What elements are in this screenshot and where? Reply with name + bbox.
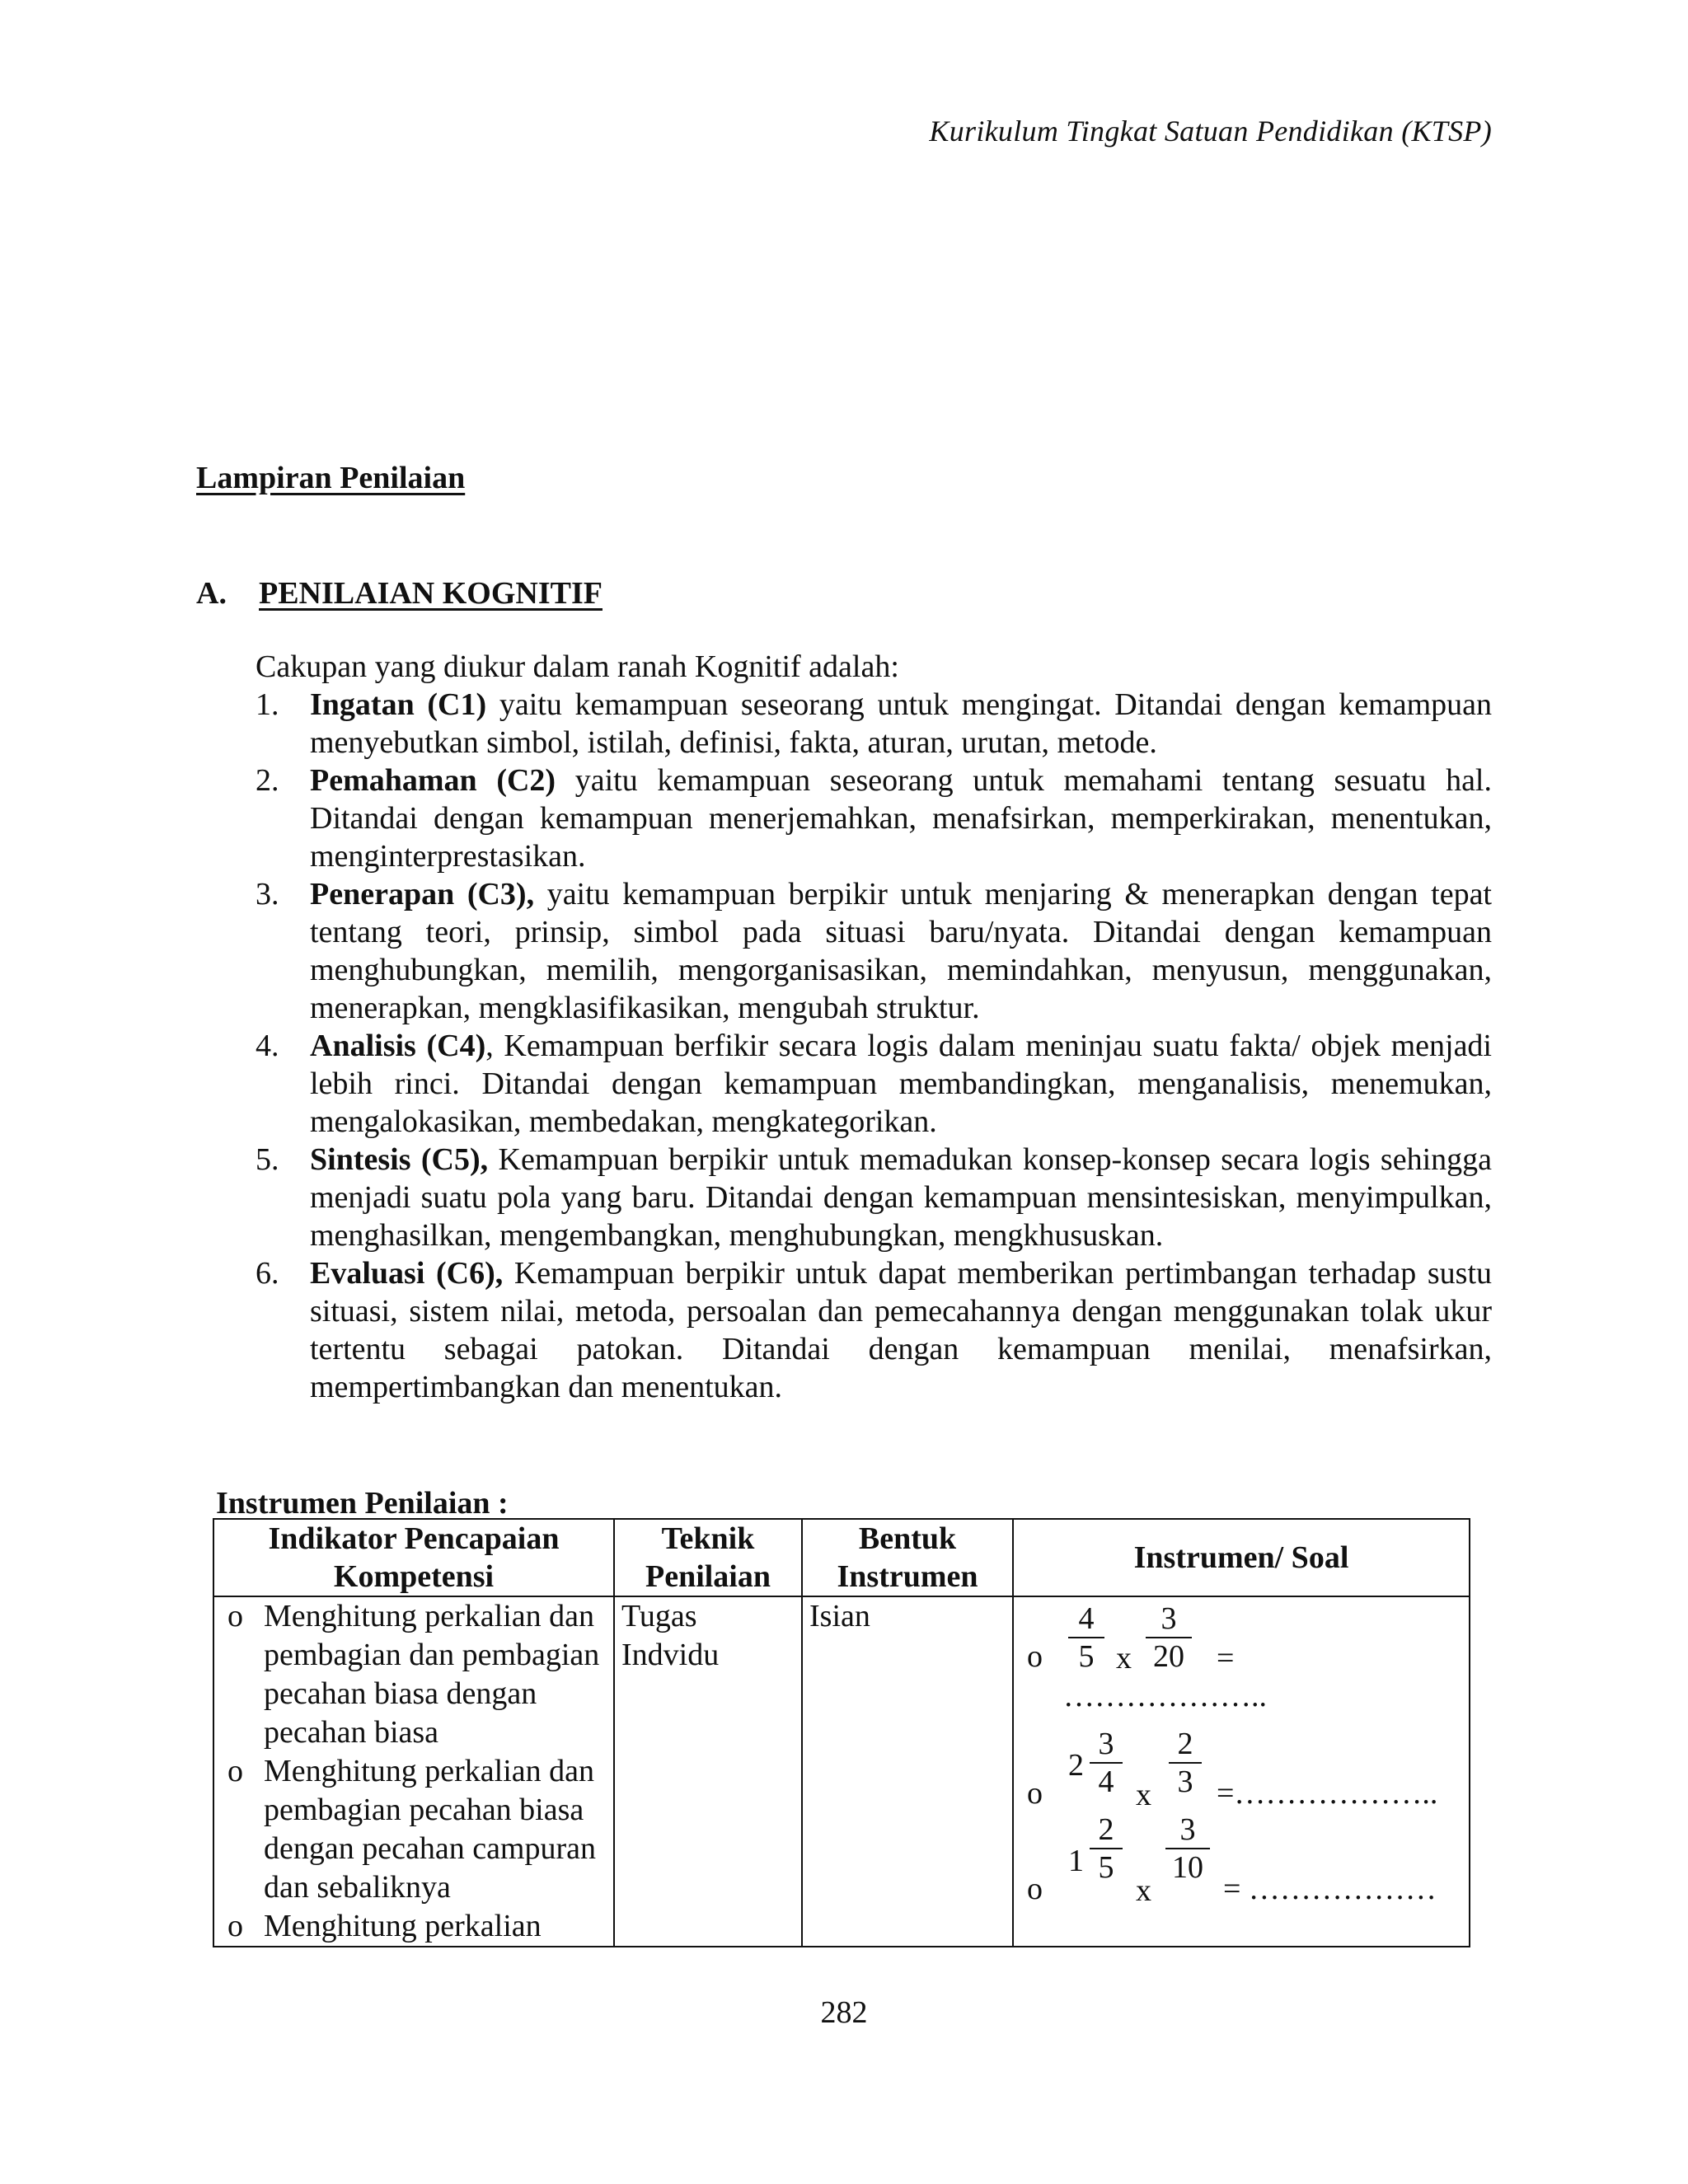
instrumen-table bbox=[213, 1518, 1470, 1947]
page-title: Lampiran Penilaian bbox=[196, 461, 466, 495]
fraction-q1-b: 3 20 bbox=[1146, 1602, 1192, 1673]
whole-number: 1 bbox=[1068, 1844, 1084, 1878]
whole-number: 2 bbox=[1068, 1748, 1084, 1783]
list-item bbox=[256, 1027, 1492, 1141]
fraction-q1-a: 4 5 bbox=[1068, 1602, 1104, 1673]
fraction-q2-a: 3 4 bbox=[1090, 1727, 1123, 1798]
item-text: Kemampuan berpikir untuk dapat memberikan pertimbangan terhadap sustu situasi, sistem nilai, metoda, persoalan dan pemecahannya dengan menggunakan tolak ukur tertentu sebagai patokan. Ditandai dengan kemampuan menilai, menafsirkan, mempertimbangkan dan menentukan. bbox=[310, 1256, 1493, 1404]
section-title: PENILAIAN KOGNITIF bbox=[259, 576, 603, 611]
item-term: Penerapan (C3), bbox=[310, 877, 535, 912]
indikator-item: o Menghitung perkalian dan pembagian pecahan biasa dengan pecahan campuran dan sebaliknya bbox=[227, 1752, 613, 1907]
list-item bbox=[256, 686, 1492, 762]
item-number: 4. bbox=[256, 1029, 279, 1063]
item-number: 6. bbox=[256, 1256, 279, 1291]
running-header: Kurikulum Tingkat Satuan Pendidikan (KTSP) bbox=[929, 115, 1492, 148]
kognitif-body bbox=[256, 648, 1492, 1406]
fraction-q3-b: 3 10 bbox=[1165, 1813, 1210, 1884]
list-item bbox=[256, 1254, 1492, 1406]
item-term: Sintesis (C5), bbox=[310, 1142, 489, 1177]
times-sign: x bbox=[1136, 1873, 1151, 1908]
item-text: , Kemampuan berfikir secara logis dalam meninjau suatu fakta/ objek menjadi lebih rinci. Ditandai dengan kemampuan membandingkan, menganalisis, menemukan, mengalokasikan, membedakan, mengkategorikan. bbox=[310, 1029, 1492, 1139]
cell-bentuk: Isian bbox=[802, 1596, 1013, 1947]
table-header-row bbox=[213, 1519, 1470, 1596]
cell-soal bbox=[1013, 1596, 1470, 1947]
instrumen-title: Instrumen Penilaian : bbox=[216, 1486, 509, 1521]
kognitif-list bbox=[256, 686, 1492, 1406]
answer-blank: = ……………… bbox=[1223, 1872, 1437, 1906]
soal-bullet: o bbox=[1027, 1776, 1043, 1811]
soal-bullet: o bbox=[1027, 1872, 1043, 1906]
cell-indikator bbox=[213, 1596, 614, 1947]
indikator-item: o Menghitung perkalian bbox=[227, 1907, 613, 1946]
item-number: 2. bbox=[256, 763, 279, 798]
header-teknik: Teknik Penilaian bbox=[614, 1519, 802, 1596]
list-item bbox=[256, 875, 1492, 1027]
item-text: yaitu kemampuan seseorang untuk mengingat. Ditandai dengan kemampuan menyebutkan simbol, istilah, definisi, fakta, aturan, urutan, metode. bbox=[310, 687, 1492, 760]
cell-teknik: Tugas Indvidu bbox=[614, 1596, 802, 1947]
soal-area bbox=[1014, 1597, 1469, 1943]
answer-blank: ……………….. bbox=[1063, 1679, 1267, 1713]
item-term: Evaluasi (C6), bbox=[310, 1256, 504, 1291]
header-soal: Instrumen/ Soal bbox=[1013, 1519, 1470, 1596]
soal-bullet: o bbox=[1027, 1639, 1043, 1674]
times-sign: x bbox=[1116, 1641, 1132, 1675]
item-term: Pemahaman (C2) bbox=[310, 763, 556, 798]
page-number: 282 bbox=[820, 1995, 868, 2030]
list-item bbox=[256, 762, 1492, 875]
item-text: yaitu kemampuan berpikir untuk menjaring & menerapkan dengan tepat tentang teori, prinsip, simbol pada situasi baru/nyata. Ditandai dengan kemampuan menghubungkan, memilih, mengorganisasikan, memindahkan, menyusun, menggunakan, menerapkan, mengklasifikasikan, mengubah struktur. bbox=[310, 877, 1492, 1025]
section-letter: A. bbox=[196, 576, 227, 611]
section-heading bbox=[196, 575, 603, 612]
item-number: 1. bbox=[256, 687, 279, 722]
table-row bbox=[213, 1596, 1470, 1947]
times-sign: x bbox=[1136, 1778, 1151, 1812]
indikator-list bbox=[214, 1597, 613, 1946]
fraction-q3-a: 2 5 bbox=[1090, 1813, 1123, 1884]
intro-text: Cakupan yang diukur dalam ranah Kognitif adalah: bbox=[256, 649, 899, 684]
item-text: yaitu kemampuan seseorang untuk memahami tentang sesuatu hal. Ditandai dengan kemampuan menerjemahkan, menafsirkan, memperkirakan, menentukan, menginterprestasikan. bbox=[310, 763, 1492, 874]
answer-blank: =……………….. bbox=[1217, 1776, 1438, 1811]
item-term: Analisis (C4) bbox=[310, 1029, 486, 1063]
indikator-item: o Menghitung perkalian dan pembagian dan pembagian pecahan biasa dengan pecahan biasa bbox=[227, 1597, 613, 1752]
header-bentuk: Bentuk Instrumen bbox=[802, 1519, 1013, 1596]
item-text: Kemampuan berpikir untuk memadukan konsep-konsep secara logis sehingga menjadi suatu pola yang baru. Ditandai dengan kemampuan mensintesiskan, menyimpulkan, menghasilkan, mengembangkan, menghubungkan, mengkhususkan. bbox=[310, 1142, 1492, 1253]
list-item bbox=[256, 1141, 1492, 1254]
item-number: 5. bbox=[256, 1142, 279, 1177]
item-term: Ingatan (C1) bbox=[310, 687, 487, 722]
header-indikator: Indikator Pencapaian Kompetensi bbox=[213, 1519, 614, 1596]
fraction-q2-b: 2 3 bbox=[1169, 1727, 1202, 1798]
equals-sign: = bbox=[1217, 1641, 1235, 1675]
item-number: 3. bbox=[256, 877, 279, 912]
